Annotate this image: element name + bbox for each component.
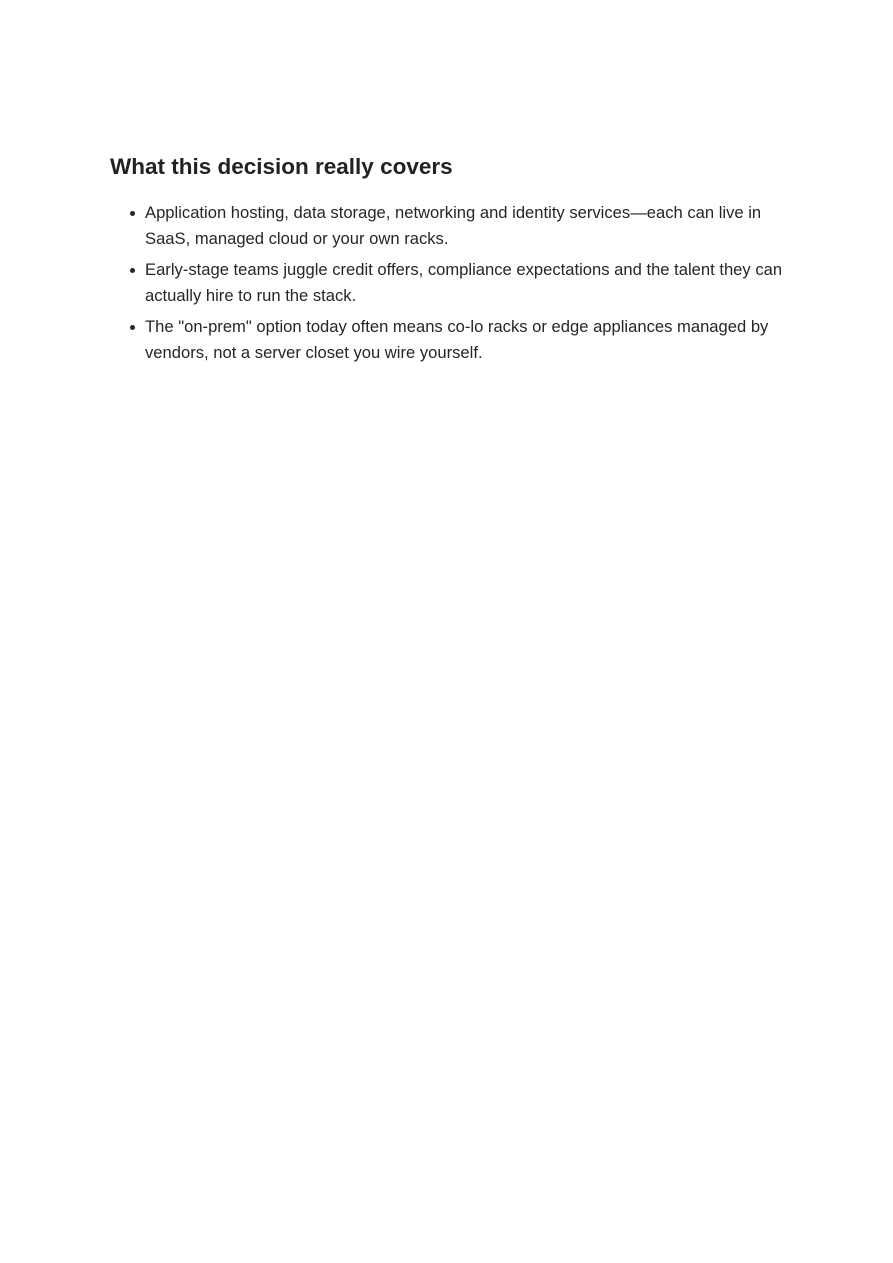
bullet-list [110,200,790,366]
bullet-icon [130,325,135,330]
list-item [110,200,790,252]
list-item-text: Application hosting, data storage, networking and identity services—each can live in SaaS, managed cloud or your own racks. [145,203,762,248]
list-item [110,257,790,309]
section-heading: What this decision really covers [110,154,453,179]
list-item-text: The "on-prem" option today often means co-lo racks or edge appliances managed by vendors, not a server closet you wire yourself. [145,317,769,362]
bullet-icon [130,268,135,273]
list-item [110,314,790,366]
bullet-icon [130,211,135,216]
list-item-text: Early-stage teams juggle credit offers, compliance expectations and the talent they can actually hire to run the stack. [145,260,783,305]
document-page [110,152,790,371]
